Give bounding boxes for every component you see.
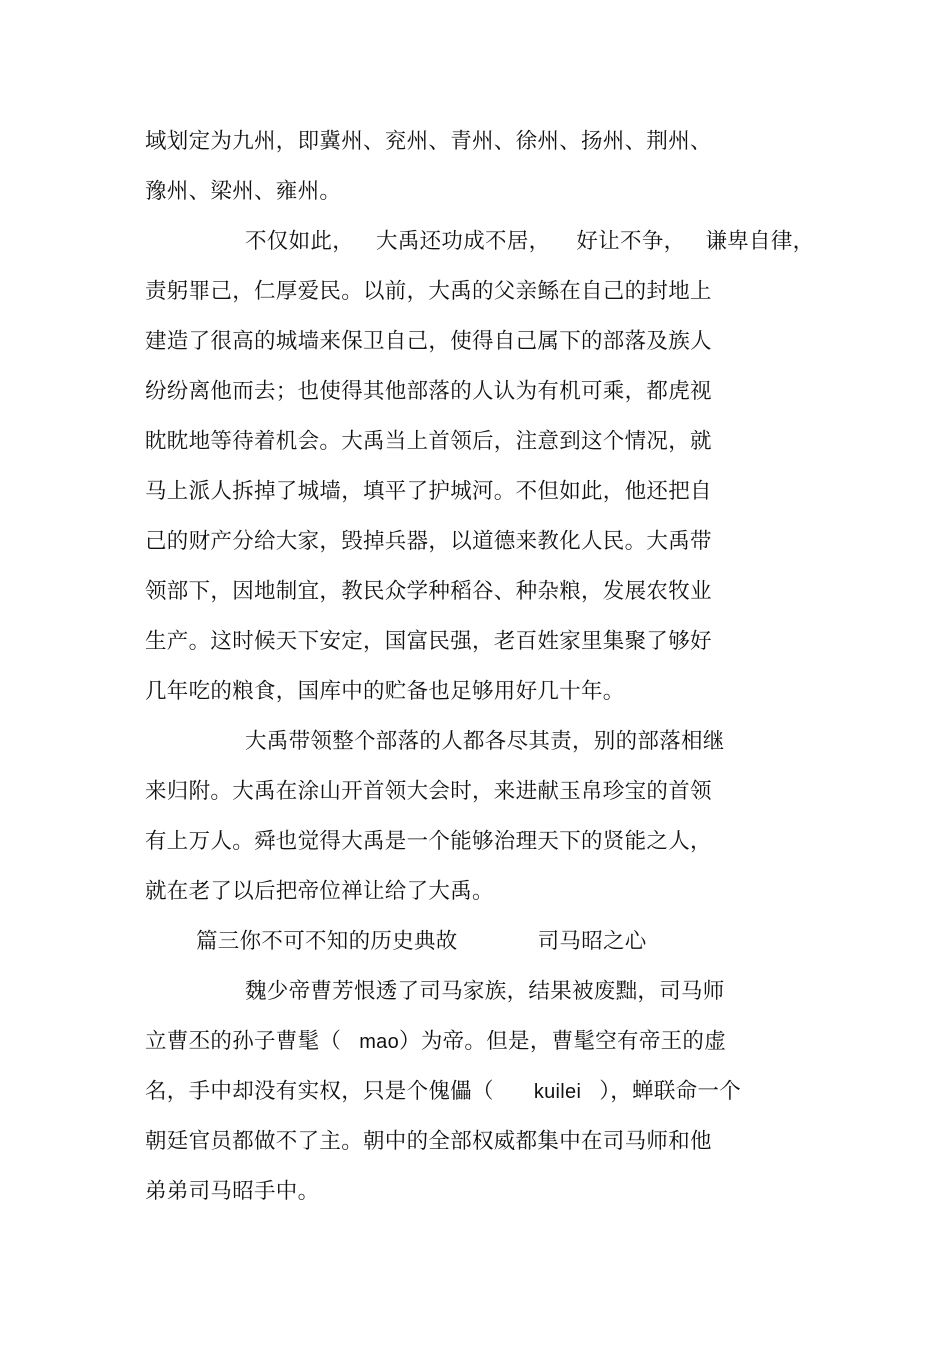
text-line: 域划定为九州，即冀州、兖州、青州、徐州、扬州、荆州、	[145, 129, 712, 154]
text-line: 几年吃的粮食，国库中的贮备也足够用好几十年。	[145, 679, 625, 704]
text-line: 弟弟司马昭手中。	[145, 1179, 320, 1204]
heading-subtitle: 司马昭之心	[537, 929, 647, 954]
text-segment: 名，手中却没有实权，只是个傀儡（	[145, 1079, 494, 1104]
text-line: 有上万人。舜也觉得大禹是一个能够治理天下的贤能之人，	[145, 829, 712, 854]
text-segment: ）为帝。但是，曹髦空有帝王的虚	[399, 1029, 727, 1054]
text-line	[145, 1028, 726, 1056]
text-line: 生产。这时候天下安定，国富民强，老百姓家里集聚了够好	[145, 629, 712, 654]
text-line: 来归附。大禹在涂山开首领大会时，来进献玉帛珍宝的首领	[145, 779, 712, 804]
text-line: 眈眈地等待着机会。大禹当上首领后，注意到这个情况，就	[145, 429, 712, 454]
section-heading	[196, 928, 647, 956]
paragraph-first-line	[245, 228, 814, 256]
text-segment: 谦卑自律，	[705, 229, 815, 254]
text-line: 责躬罪己，仁厚爱民。以前，大禹的父亲鲧在自己的封地上	[145, 279, 712, 304]
heading-title: 篇三你不可不知的历史典故	[196, 929, 458, 954]
text-line: 朝廷官员都做不了主。朝中的全部权威都集中在司马师和他	[145, 1129, 712, 1154]
text-line: 就在老了以后把帝位禅让给了大禹。	[145, 879, 494, 904]
paragraph-first-line: 魏少帝曹芳恨透了司马家族，结果被废黜，司马师	[245, 979, 725, 1004]
text-segment: 立曹丕的孙子曹髦（	[145, 1029, 342, 1054]
pinyin-annotation: kuilei	[533, 1081, 582, 1103]
text-line: 领部下，因地制宜，教民众学种稻谷、种杂粮，发展农牧业	[145, 579, 712, 604]
text-line: 纷纷离他而去；也使得其他部落的人认为有机可乘，都虎视	[145, 379, 712, 404]
text-line: 己的财产分给大家，毁掉兵器，以道德来教化人民。大禹带	[145, 529, 712, 554]
text-segment: 好让不争，	[576, 229, 686, 254]
text-line: 豫州、梁州、雍州。	[145, 179, 342, 204]
text-line	[145, 1078, 741, 1106]
text-line: 马上派人拆掉了城墙，填平了护城河。不但如此，他还把自	[145, 479, 712, 504]
text-segment: ），蝉联命一个	[599, 1079, 742, 1104]
pinyin-annotation: mao	[359, 1031, 400, 1053]
text-segment: 不仅如此，	[245, 229, 355, 254]
paragraph-first-line: 大禹带领整个部落的人都各尽其责，别的部落相继	[245, 729, 725, 754]
text-segment: 大禹还功成不居，	[376, 229, 551, 254]
text-line: 建造了很高的城墙来保卫自己，使得自己属下的部落及族人	[145, 329, 712, 354]
